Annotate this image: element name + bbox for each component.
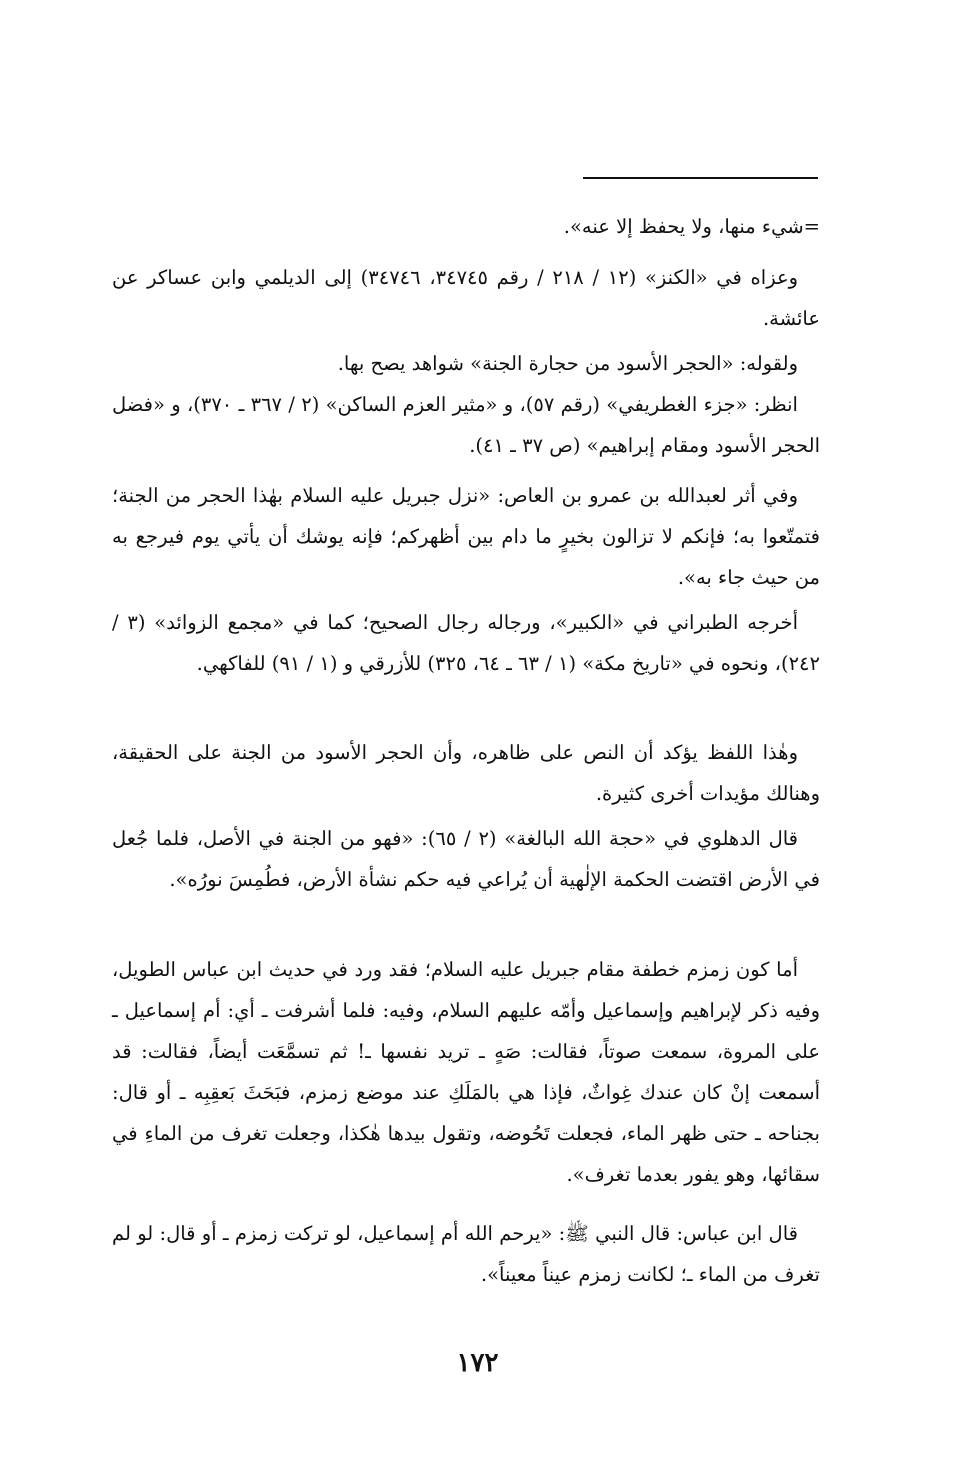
athar-abdullah-paragraph: وفي أثر لعبدالله بن عمرو بن العاص: «نزل جبريل عليه السلام بهٰذا الحجر من الجنة؛ فتمتّعوا به؛ فإنكم لا تزالون بخيرٍ ما دام بين أظهركم؛ فإنه يوشك أن يأتي يوم فيرجع به من حيث جاء به». bbox=[112, 484, 820, 589]
dehlawi-quote-paragraph: قال الدهلوي في «حجة الله البالغة» (٢ / ٦٥): «فهو من الجنة في الأصل، فلما جُعل في الأرض اقتضت الحكمة الإلٰهية أن يُراعي فيه حكم نشأة الأرض، فطُمِسَ نورُه». bbox=[112, 827, 820, 891]
supporting-evidence-note: ولقوله: «الحجر الأسود من حجارة الجنة» شواهد يصح بها. bbox=[337, 352, 798, 375]
tabarani-takhrij-paragraph: أخرجه الطبراني في «الكبير»، ورجاله رجال الصحيح؛ كما في «مجمع الزوائد» (٣ / ٢٤٢)، ونحوه في «تاريخ مكة» (١ / ٦٣ ـ ٦٤، ٣٢٥) للأزرقي و (١ / ٩١) للفاكهي. bbox=[112, 611, 820, 675]
footnote-continuation: =شيء منها، ولا يحفظ إلا عنه». bbox=[563, 215, 820, 238]
ibn-abbas-hadith-paragraph: قال ابن عباس: قال النبي ﷺ: «يرحم الله أم إسماعيل، لو تركت زمزم ـ أو قال: لو لم تغرف من الماء ـ؛ لكانت زمزم عيناً معيناً». bbox=[112, 1222, 820, 1286]
zamzam-hadith-paragraph: أما كون زمزم خطفة مقام جبريل عليه السلام؛ فقد ورد في حديث ابن عباس الطويل، وفيه ذكر لإبراهيم وإسماعيل وأمّه عليهم السلام، وفيه: فلما أشرفت ـ أي: أم إسماعيل ـ على المروة، سمعت صوتاً، فقالت: صَهٍ ـ تريد نفسها ـ! ثم تسمَّعَت أيضاً، فقالت: قد أسمعت إنْ كان عندك غِواثٌ، فإذا هي بالمَلَكِ عند موضع زمزم، فبَحَثَ بَعقِبِه ـ أو قال: بجناحه ـ حتى ظهر الماء، فجعلت تَحُوضه، وتقول بيدها هٰكذا، وجعلت تغرف من الماءِ في سقائها، وهو يفور بعدما تغرف». bbox=[112, 958, 820, 1186]
footnote-separator-line bbox=[583, 177, 818, 179]
page-number: ١٧٢ bbox=[456, 1348, 499, 1378]
footnote-kanz-attribution: وعزاه في «الكنز» (١٢ / ٢١٨ / رقم ٣٤٧٤٥، ٣٤٧٤٦) إلى الديلمي وابن عساكر عن عائشة. bbox=[112, 266, 820, 330]
literal-meaning-paragraph: وهٰذا اللفظ يؤكد أن النص على ظاهره، وأن الحجر الأسود من الجنة على الحقيقة، وهنالك مؤيدات أخرى كثيرة. bbox=[112, 741, 820, 805]
references-paragraph: انظر: «جزء الغطريفي» (رقم ٥٧)، و «مثير العزم الساكن» (٢ / ٣٦٧ ـ ٣٧٠)، و «فضل الحجر الأسود ومقام إبراهيم» (ص ٣٧ ـ ٤١). bbox=[112, 393, 820, 457]
